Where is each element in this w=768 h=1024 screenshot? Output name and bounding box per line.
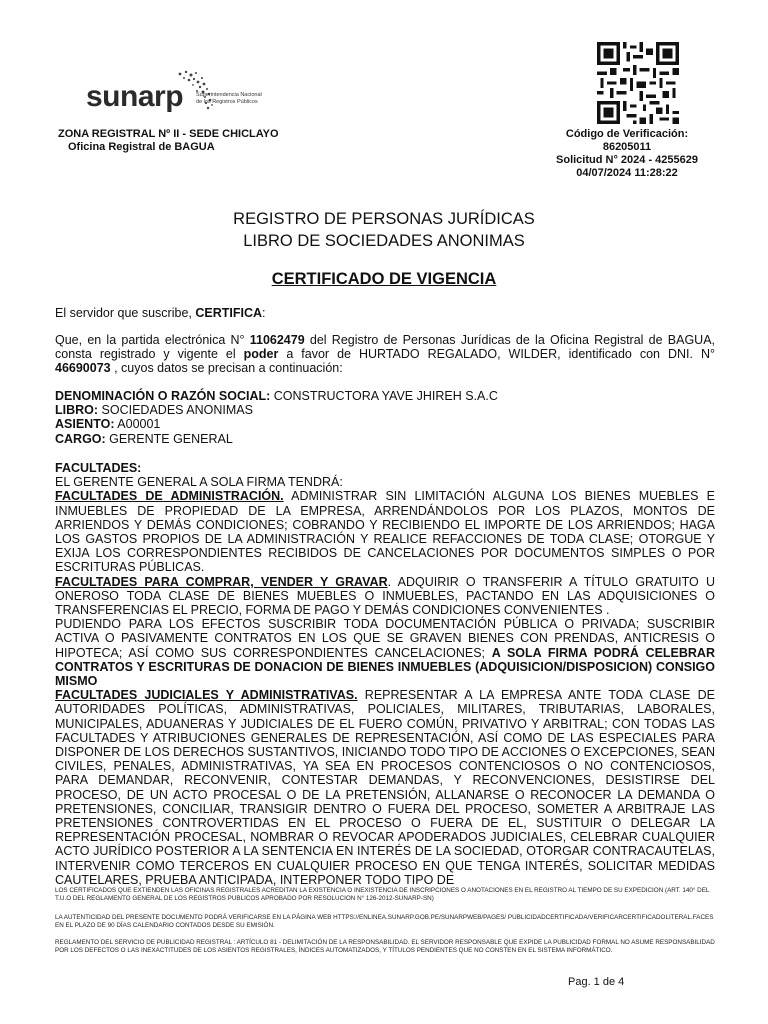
asiento-row	[55, 417, 715, 431]
header-verification-info	[540, 128, 714, 180]
para-text: del Registro de Personas Jurídicas de la Oficina Registral de BAGUA,	[304, 333, 716, 347]
para-text: , cuyos datos se precisan a continuación:	[110, 361, 343, 376]
intro-line	[55, 306, 715, 320]
dni-number: 46690073	[55, 361, 111, 376]
field-value: SOCIEDADES ANONIMAS	[98, 403, 253, 418]
field-value: CONSTRUCTORA YAVE JHIREH S.A.C	[270, 389, 498, 403]
poder-text: poder	[243, 347, 279, 362]
field-label: DENOMINACIÓN O RAZÓN SOCIAL:	[55, 389, 271, 403]
para-text: a favor de HURTADO REGALADO, WILDER, identificado con DNI. N°	[278, 347, 715, 362]
intro-suffix: :	[262, 306, 266, 320]
page-number: Pag. 1 de 4	[568, 976, 625, 988]
partida-paragraph	[55, 333, 715, 376]
registry-title: REGISTRO DE PERSONAS JURÍDICAS	[233, 210, 535, 228]
para-text: consta registrado y vigente el	[55, 347, 244, 362]
sola-firma-text: A SOLA FIRMA PODRÁ CELEBRAR CONTRATOS Y ESCRITURAS DE DONACION DE BIENES INMUEBLES (ADQUISICION/DISPOSICION) CONSIGO MISMO	[55, 645, 715, 689]
facultades-intro: EL GERENTE GENERAL A SOLA FIRMA TENDRÁ:	[55, 475, 343, 490]
zona-registral: ZONA REGISTRAL Nº II - SEDE CHICLAYO	[58, 128, 279, 140]
field-label: CARGO:	[55, 431, 106, 446]
oficina-registral: Oficina Registral de BAGUA	[68, 141, 215, 153]
facultades-heading: FACULTADES:	[55, 461, 142, 475]
verification-code: 86205011	[602, 141, 652, 153]
book-title: LIBRO DE SOCIEDADES ANONIMAS	[243, 232, 525, 250]
header-office-info	[58, 128, 279, 154]
cargo-row	[55, 432, 715, 446]
judiciales-label: FACULTADES JUDICIALES Y ADMINISTRATIVAS.	[55, 688, 358, 703]
footer-legal-note: LOS CERTIFICADOS QUE EXTIENDEN LAS OFICINAS REGISTRALES ACREDITAN LA EXISTENCIA O INEXISTENCIA DE INSCRIPCIONES O ANOTACIONES EN EL REGISTRO AL TIEMPO DE SU EXPEDICION (ART. 140° DEL T.U.O DEL REGLAMENTO GENERAL DE LOS REGISTROS PUBLICOS APROBADO POR RESOLUCION N° 126-2012-SUNARP-SN)	[55, 887, 710, 902]
solicitud-number: Solicitud N° 2024 - 4255629	[556, 154, 698, 166]
sunarp-logo-subtitle	[196, 92, 276, 105]
sunarp-logo: sunarp	[86, 80, 184, 113]
libro-row	[55, 403, 715, 417]
field-label: ASIENTO:	[55, 417, 115, 432]
comprar-label: FACULTADES PARA COMPRAR, VENDER Y GRAVAR	[55, 574, 388, 589]
admin-text: ADMINISTRAR SIN LIMITACIÓN ALGUNA LOS BIENES MUEBLES E INMUEBLES DE PROPIEDAD DE LA EMPRESA, ARRENDÁNDOLOS POR LOS PLAZOS, MONTOS DE ARRIENDOS Y DEMÁS CONDICIONES; COBRANDO Y RECIBIENDO EL IMPORTE DE LOS ARRIENDOS; HAGA LOS GASTOS PROPIOS DE LA ADMINISTRACIÓN Y REALICE REFACCIONES DE TODA CLASE; OTORGUE Y EXIJA LOS CORRESPONDIENTES RECIBIDOS DE CANCELACIONES POR DOCUMENTOS SIMPLES O POR ESCRITURAS PÚBLICAS.	[55, 489, 715, 575]
issue-datetime: 04/07/2024 11:28:22	[576, 167, 678, 179]
verification-label: Código de Verificación:	[565, 128, 689, 140]
certifica-text: CERTIFICA	[195, 306, 263, 320]
field-value: GERENTE GENERAL	[105, 431, 233, 446]
admin-label: FACULTADES DE ADMINISTRACIÓN.	[55, 489, 284, 504]
intro-prefix: El servidor que suscribe,	[55, 306, 196, 320]
denominacion-row	[55, 389, 715, 403]
certificate-title: CERTIFICADO DE VIGENCIA	[271, 270, 497, 288]
company-fields	[55, 389, 715, 446]
pudiendo-text: PUDIENDO PARA LOS EFECTOS SUSCRIBIR TODA DOCUMENTACIÓN PÚBLICA O PRIVADA; SUSCRIBIR ACTIVA O PASIVAMENTE CONTRATOS EN LOS QUE SE GRAVEN BIENES CON PRENDAS, ANTICRESIS O HIPOTECA; ASÍ COMO SUS CORRESPONDIENTES CANCELACIONES;	[55, 617, 715, 660]
footer-verification-note: LA AUTENTICIDAD DEL PRESENTE DOCUMENTO PODRÁ VERIFICARSE EN LA PÁGINA WEB HTTPS://ENLINEA.SUNARP.GOB.PE/SUNARPWEB/PAGES/ PUBLICIDADCERTIFICADA/VERIFICARCERTIFICADOLITERAL.FACES EN EL PLAZO DE 90 DÍAS CALENDARIO CONTADOS DESDE SU EMISIÓN.	[55, 914, 714, 929]
partida-number: 11062479	[249, 333, 305, 347]
facultades-section	[55, 461, 715, 887]
field-label: LIBRO:	[55, 403, 99, 418]
logo-subtitle-line: Superintendencia Nacional	[196, 92, 262, 98]
logo-subtitle-line: de los Registros Públicos	[196, 98, 258, 105]
para-text: Que, en la partida electrónica N°	[55, 333, 250, 347]
field-value: A00001	[114, 417, 161, 432]
comprar-text: . ADQUIRIR O TRANSFERIR A TÍTULO GRATUITO U ONEROSO TODA CLASE DE BIENES MUEBLES O INMUEBLES, PACTANDO EN LAS ADQUISICIONES O TRANSFERENCIAS EL PRECIO, FORMA DE PAGO Y DEMÁS CONDICIONES CONVENIENTES .	[55, 574, 715, 618]
qr-code-icon	[597, 42, 679, 124]
footer-regulation-note: REGLAMENTO DEL SERVICIO DE PUBLICIDAD REGISTRAL : ARTÍCULO 81 - DELIMITACIÓN DE LA RESPONSABILIDAD. EL SERVIDOR RESPONSABLE QUE EXPIDE LA PUBLICIDAD FORMAL NO ASUME RESPONSABILIDAD POR LOS DEFECTOS O LAS INEXACTITUDES DE LOS ASIENTOS REGISTRALES, ÍNDICES AUTOMATIZADOS, Y TÍTULOS PENDIENTES QUE NO CONSTEN EN EL SISTEMA INFORMÁTICO.	[55, 939, 715, 954]
judiciales-text: REPRESENTAR A LA EMPRESA ANTE TODA CLASE DE AUTORIDADES POLÍTICAS, ADMINISTRATIVAS, POLICIALES, MILITARES, TRIBUTARIAS, LABORALES, MUNICIPALES, ADUANERAS Y JUDICIALES DE EL FUERO COMÚN, PRIVATIVO Y ARBITRAL; CON TODAS LAS FACULTADES Y ATRIBUCIONES GENERALES DE REPRESENTACIÓN, ASÍ COMO DE LAS ESPECIALES PARA DISPONER DE LOS DERECHOS SUSTANTIVOS, INICIANDO TODO TIPO DE ACCIONES O EXCEPCIONES, SEAN CIVILES, PENALES, ADMINISTRATIVAS, YA SEA EN PROCESOS CONTENCIOSOS O NO CONTENCIOSOS, PARA DEMANDAR, RECONVENIR, CONTESTAR DEMANDAS, Y RECONVENCIONES, DESISTIRSE DEL PROCESO, DE UN ACTO PROCESAL O DE LA PRETENSIÓN, ALLANARSE O RECONOCER LA DEMANDA O PRETENSIONES, CONCILIAR, TRANSIGIR DENTRO O FUERA DEL PROCESO, SOMETER A ARBITRAJE LAS PRETENSIONES CONTROVERTIDAS EN EL PROCESO O FUERA DE EL, SUSTITUIR O DELEGAR LA REPRESENTACIÓN PROCESAL, NOMBRAR O REVOCAR APODERADOS JUDICIALES, CELEBRAR CUALQUIER ACTO JURÍDICO POSTERIOR A LA SENTENCIA EN INTERÉS DE LA SOCIEDAD, OTORGAR CONTRACAUTELAS, INTERVENIR COMO TERCEROS EN CUALQUIER PROCESO EN QUE TENGA INTERÉS, SOLICITAR MEDIDAS CAUTELARES, PRUEBA ANTICIPADA, INTERPONER TODO TIPO DE	[55, 688, 715, 887]
